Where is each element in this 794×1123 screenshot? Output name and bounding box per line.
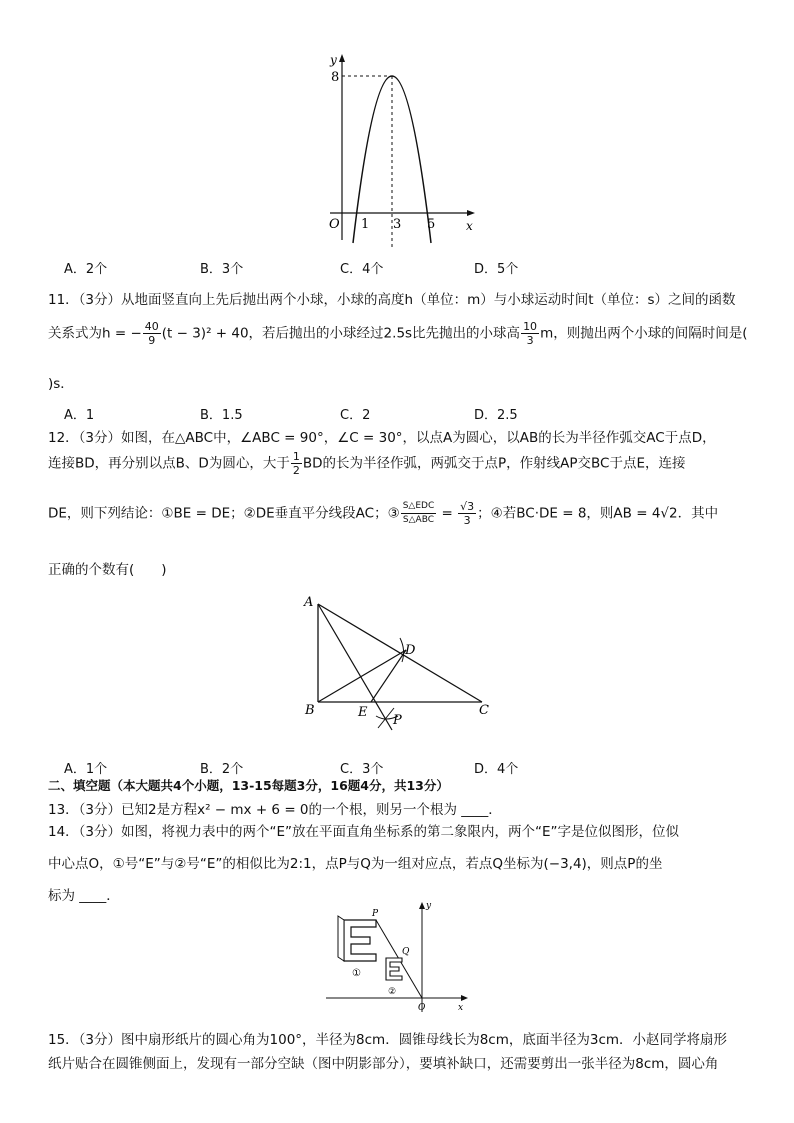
q11-line-1: 11．（3分）从地面竖直向上先后抛出两个小球，小球的高度h（单位：m）与小球运动时间t（单位：s）之间的函数 (48, 292, 736, 308)
triangle-figure (296, 590, 496, 740)
q11-text-c: m，则抛出两个小球的间隔时间是( (540, 325, 748, 342)
q11-fraction-2: $\frac{10}{3}$ (523, 320, 538, 347)
q11-line-3: )s． (48, 376, 74, 392)
q12-fraction-sqrt3: $\frac{√3}{3}$ (460, 500, 475, 527)
label-two: ② (388, 987, 397, 997)
q12-fraction-area: $\frac{\text{S△EDC}}{\text{S△ABC}}$ (402, 501, 435, 525)
q11-fraction-1: $\frac{40}{9}$ (144, 320, 159, 347)
q12-text-b: BD的长为半径作弧，两弧交于点P，作射线AP交BC于点E，连接 (302, 455, 686, 472)
q10-option-d[interactable]: D．5个 (474, 262, 519, 277)
q12-text-d: ；④若BC·DE = 8，则AB = 4√2．其中 (477, 505, 719, 522)
q12-option-b[interactable]: B．2个 (200, 762, 244, 777)
q12-option-d[interactable]: D．4个 (474, 762, 519, 777)
q12-line-1: 12．（3分）如图，在△ABC中，∠ABC = 90°，∠C = 30°，以点A为圆心，以AB的长为半径作弧交AC于点D， (48, 430, 716, 446)
q14-line-1: 14．（3分）如图，将视力表中的两个“E”放在平面直角坐标系的第二象限内，两个“E”字是位似图形，位似 (48, 824, 680, 840)
x-tick-1: 1 (361, 217, 370, 232)
q15-line-1: 15．（3分）图中扇形纸片的圆心角为100°，半径为8cm．圆锥母线长为8cm，底面半径为3cm．小赵同学将扇形 (48, 1032, 728, 1048)
label-O: O (418, 1003, 426, 1013)
q11-text-a: 关系式为h = − (48, 325, 142, 342)
q11-option-c[interactable]: C．2 (340, 408, 371, 423)
q10-option-c[interactable]: C．4个 (340, 262, 384, 277)
q11-line-2 (48, 320, 747, 347)
q14-line-2: 中心点O，①号“E”与②号“E”的相似比为2:1，点P与Q为一组对应点，若点Q坐标为(−3,4)，则点P的坐 (48, 856, 663, 872)
label-C: C (479, 703, 489, 718)
q12-option-a[interactable]: A．1个 (64, 762, 108, 777)
q13-text: 13．（3分）已知2是方程x² − mx + 6 = 0的一个根，则另一个根为 ____． (48, 802, 502, 818)
q11-option-a[interactable]: A．1 (64, 408, 95, 423)
q12-text-eq: = (437, 505, 458, 522)
q12-text-a: 连接BD，再分别以点B、D为圆心，大于 (48, 455, 290, 472)
x-axis-label: x (466, 219, 473, 233)
q10-option-b[interactable]: B．3个 (200, 262, 244, 277)
label-one: ① (352, 968, 361, 979)
section-2-heading: 二、填空题（本大题共4个小题，13-15每题3分，16题4分，共13分） (48, 778, 449, 793)
label-P: P (372, 909, 379, 919)
q12-option-c[interactable]: C．3个 (340, 762, 384, 777)
x-tick-5: 5 (427, 217, 436, 232)
x-tick-3: 3 (393, 217, 402, 232)
q12-text-c: DE，则下列结论：①BE = DE；②DE垂直平分线段AC；③ (48, 505, 400, 522)
q12-fraction-half: $\frac{1}{2}$ (292, 450, 300, 477)
label-A: A (304, 595, 314, 610)
q11-option-b[interactable]: B．1.5 (200, 408, 243, 423)
q11-option-d[interactable]: D．2.5 (474, 408, 518, 423)
q11-text-b: (t − 3)² + 40，若后抛出的小球经过2.5s比先抛出的小球高 (161, 325, 521, 342)
label-E: E (358, 705, 368, 720)
origin-label: O (329, 217, 340, 232)
label-y: y (426, 901, 432, 911)
q10-option-a[interactable]: A．2个 (64, 262, 108, 277)
y-axis-label: y (330, 53, 337, 67)
e-letters-figure (318, 896, 478, 1016)
q12-line-4: 正确的个数有( ) (48, 562, 167, 578)
q15-line-2: 纸片贴合在圆锥侧面上，发现有一部分空缺（图中阴影部分），要填补缺口，还需要剪出一张半径为8cm，圆心角 (48, 1056, 719, 1072)
y-tick-8: 8 (331, 70, 340, 85)
label-B: B (305, 703, 315, 718)
parabola-figure (310, 50, 480, 250)
label-P: P (393, 713, 402, 728)
label-D: D (405, 643, 416, 658)
q14-line-3: 标为 ____． (48, 888, 120, 904)
q12-line-3 (48, 500, 718, 527)
q12-line-2 (48, 450, 685, 477)
label-x: x (458, 1003, 464, 1013)
label-Q: Q (402, 947, 410, 957)
